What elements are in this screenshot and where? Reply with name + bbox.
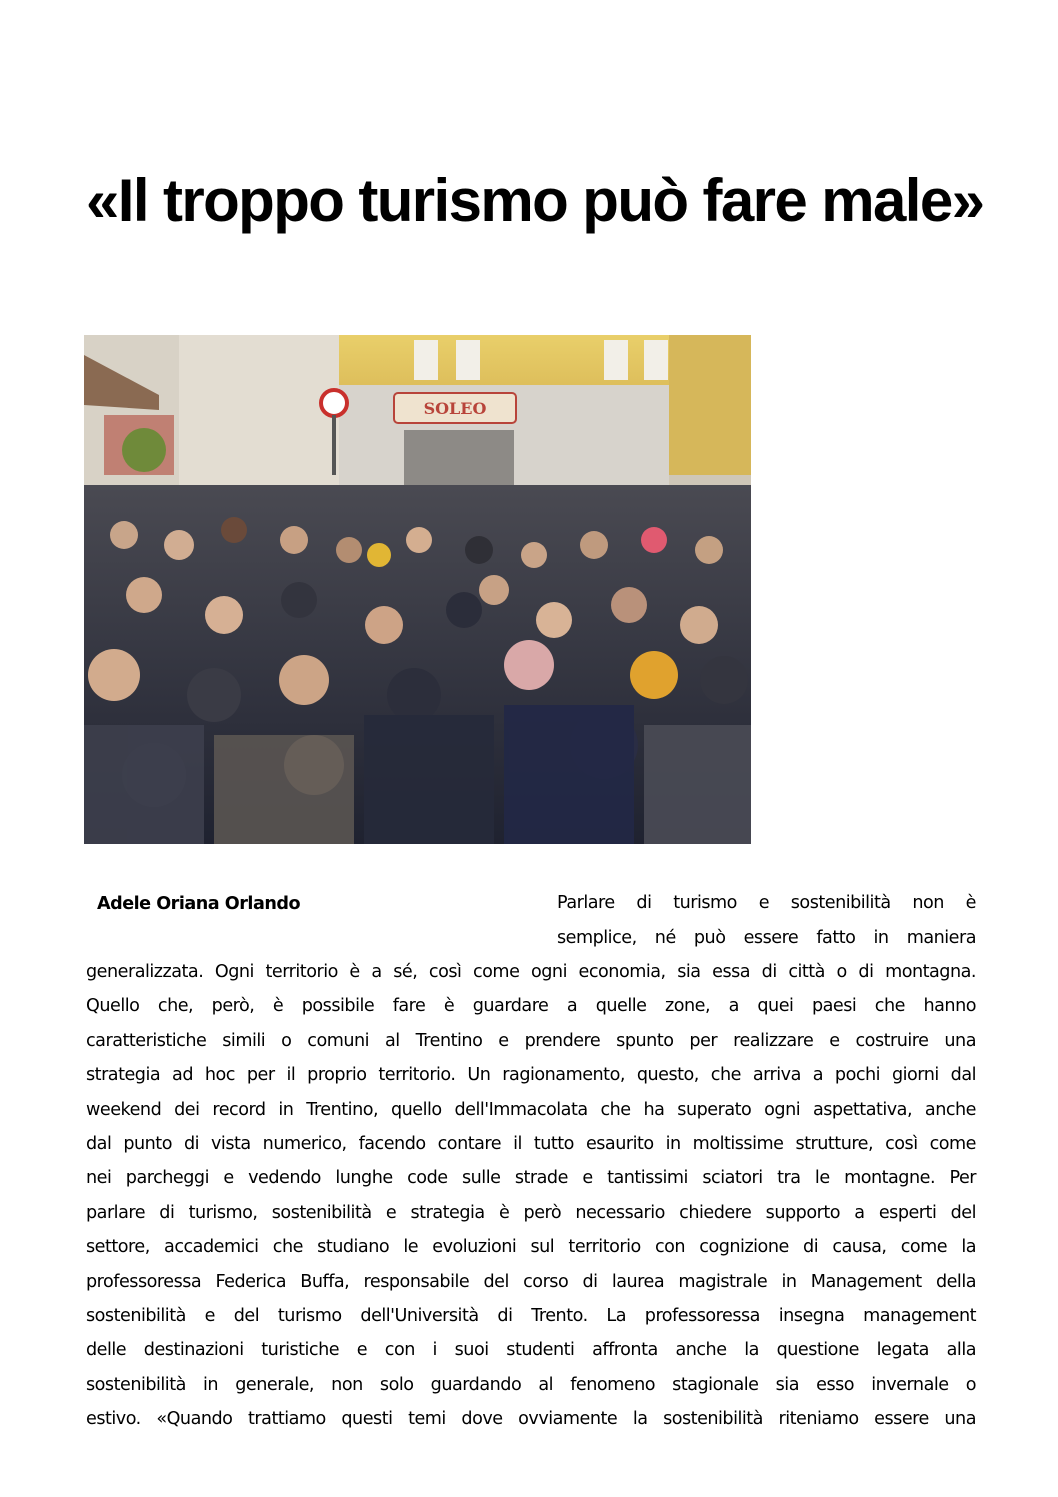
body-line: professoressa Federica Buffa, responsabile del corso di laurea magistrale in Management della xyxy=(86,1271,976,1292)
body-line: delle destinazioni turistiche e con i suoi studenti affronta anche la questione legata alla xyxy=(86,1340,976,1361)
body-line: Quello che, però, è possibile fare è guardare a quelle zone, a quei paesi che hanno xyxy=(86,996,976,1017)
article-photo-crowd xyxy=(84,335,751,844)
body-line: caratteristiche simili o comuni al Trentino e prendere spunto per realizzare e costruire una xyxy=(86,1030,976,1051)
body-line: nei parcheggi e vedendo lunghe code sulle strade e tantissimi sciatori tra le montagne. Per xyxy=(86,1168,976,1189)
body-line: sostenibilità in generale, non solo guardando al fenomeno stagionale sia esso invernale o xyxy=(86,1374,976,1395)
body-line: settore, accademici che studiano le evoluzioni sul territorio con cognizione di causa, come la xyxy=(86,1237,976,1258)
body-line: dal punto di vista numerico, facendo contare il tutto esaurito in moltissime strutture, così come xyxy=(86,1134,976,1155)
article-body xyxy=(86,955,976,1437)
lead-line: semplice, né può essere fatto in maniera xyxy=(557,927,976,948)
body-line: weekend dei record in Trentino, quello dell'Immacolata che ha superato ogni aspettativa, anche xyxy=(86,1099,976,1120)
body-line: generalizzata. Ogni territorio è a sé, così come ogni economia, sia essa di città o di montagna. xyxy=(86,962,976,982)
lead-line: Parlare di turismo e sostenibilità non è xyxy=(557,893,976,913)
article-title: «Il troppo turismo può fare male» xyxy=(86,167,984,234)
shop-sign-text: SOLEO xyxy=(423,399,487,418)
body-line: estivo. «Quando trattiamo questi temi dove ovviamente la sostenibilità riteniamo essere una xyxy=(86,1409,976,1430)
body-line: strategia ad hoc per il proprio territorio. Un ragionamento, questo, che arriva a pochi giorni dal xyxy=(86,1065,976,1086)
article-author: Adele Oriana Orlando xyxy=(97,894,301,914)
article-lead xyxy=(557,886,976,956)
body-line: sostenibilità e del turismo dell'Università di Trento. La professoressa insegna management xyxy=(86,1306,976,1327)
body-line: parlare di turismo, sostenibilità e strategia è però necessario chiedere supporto a esperti del xyxy=(86,1202,976,1223)
